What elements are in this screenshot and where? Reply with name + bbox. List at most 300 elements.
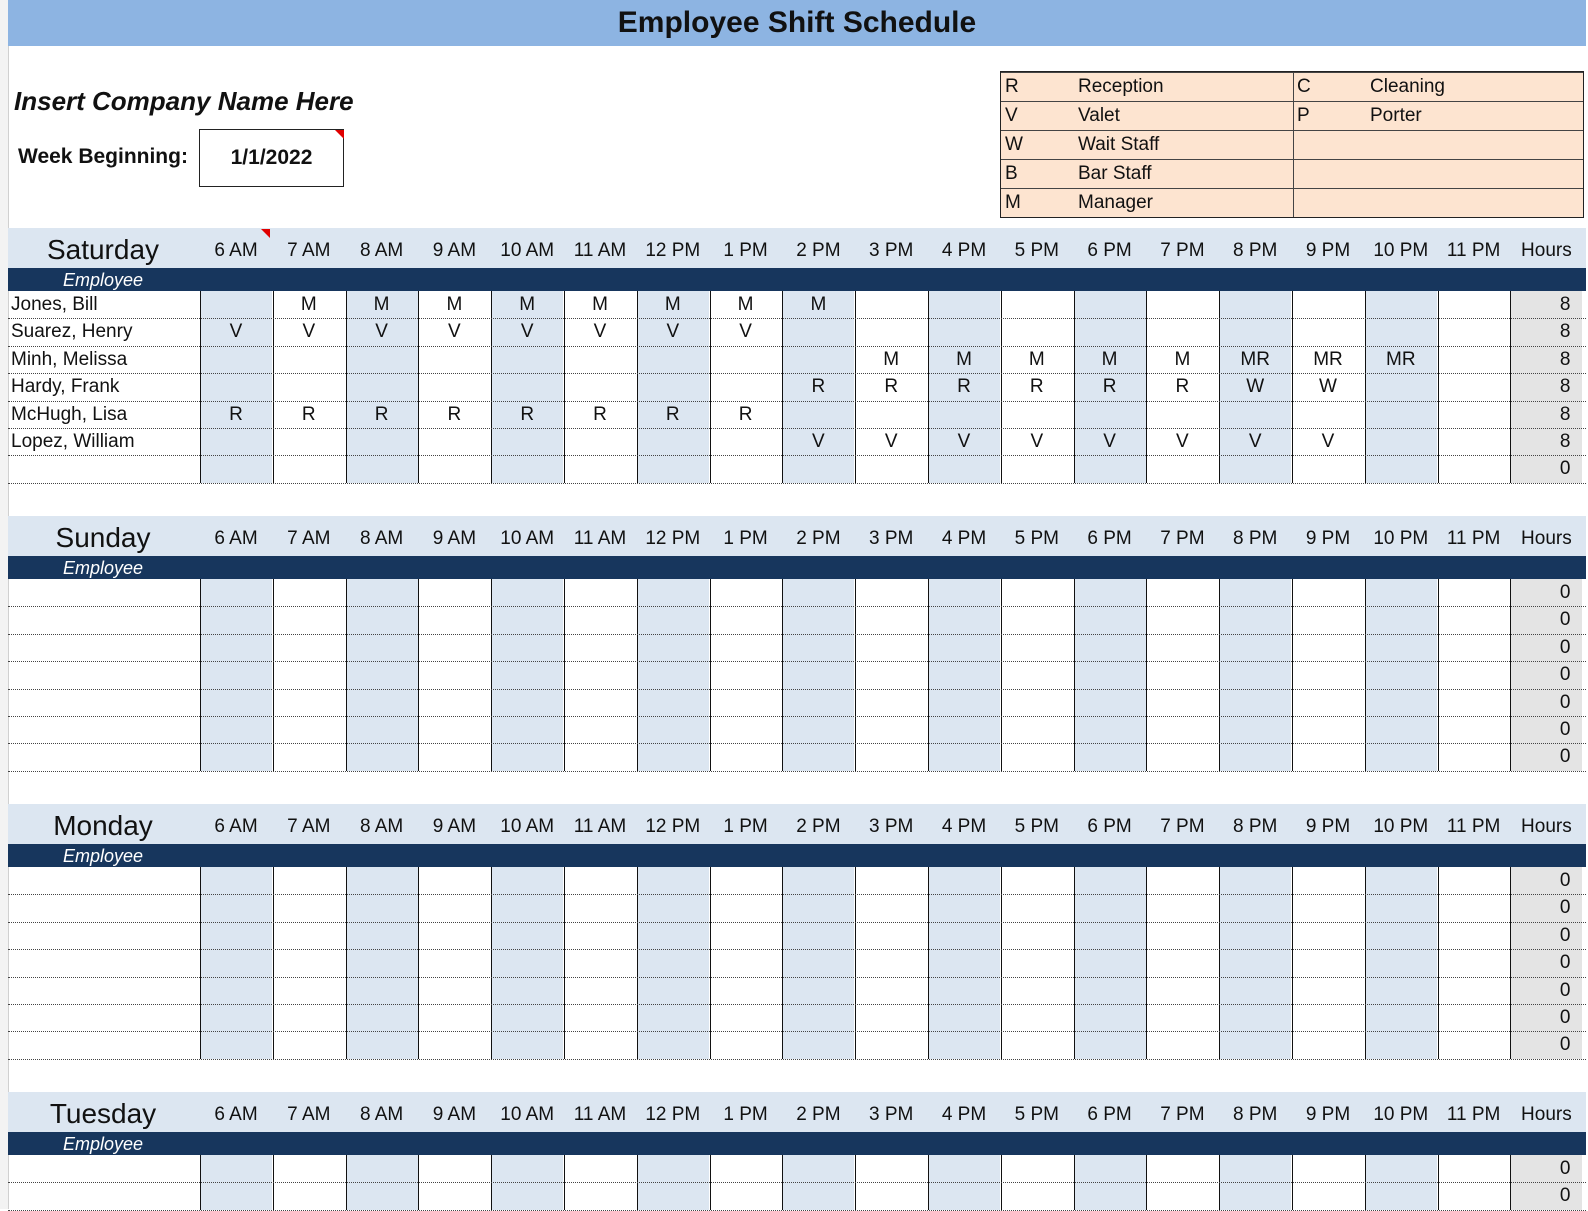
shift-cell[interactable] bbox=[1074, 609, 1146, 633]
shift-cell[interactable] bbox=[1074, 719, 1146, 743]
hour-header[interactable]: 7 PM bbox=[1160, 816, 1205, 837]
hours-total-cell[interactable]: 0 bbox=[1559, 1007, 1571, 1028]
shift-cell[interactable] bbox=[1074, 1007, 1146, 1031]
schedule-title[interactable]: Employee Shift Schedule bbox=[8, 0, 1586, 46]
shift-cell[interactable] bbox=[418, 692, 490, 716]
hour-header[interactable]: 11 PM bbox=[1446, 240, 1501, 261]
shift-cell[interactable] bbox=[1438, 582, 1510, 606]
shift-cell[interactable] bbox=[200, 870, 272, 894]
shift-cell[interactable] bbox=[928, 321, 1000, 345]
shift-cell[interactable] bbox=[1365, 1158, 1437, 1182]
shift-cell[interactable] bbox=[1074, 952, 1146, 976]
shift-cell[interactable] bbox=[710, 582, 782, 606]
hour-header[interactable]: 2 PM bbox=[796, 528, 841, 549]
hour-header[interactable]: 4 PM bbox=[941, 240, 987, 261]
shift-cell[interactable] bbox=[855, 609, 927, 633]
shift-cell[interactable] bbox=[1438, 952, 1510, 976]
shift-cell[interactable] bbox=[418, 980, 490, 1004]
legend-row[interactable] bbox=[1001, 72, 1583, 102]
shift-cell[interactable] bbox=[1219, 1007, 1291, 1031]
shift-cell[interactable] bbox=[346, 719, 418, 743]
shift-cell[interactable] bbox=[1001, 458, 1073, 482]
shift-cell[interactable] bbox=[564, 925, 636, 949]
shift-cell[interactable] bbox=[346, 349, 418, 373]
shift-cell[interactable] bbox=[710, 458, 782, 482]
shift-cell[interactable] bbox=[637, 897, 709, 921]
hours-total-cell[interactable]: 8 bbox=[1559, 348, 1571, 370]
shift-cell[interactable] bbox=[1438, 321, 1510, 345]
day-name[interactable]: Monday bbox=[53, 810, 153, 841]
hour-header[interactable]: 3 PM bbox=[869, 240, 914, 261]
shift-cell[interactable] bbox=[200, 664, 272, 688]
shift-cell[interactable] bbox=[491, 664, 563, 688]
hour-header[interactable]: 3 PM bbox=[869, 1104, 914, 1125]
shift-cell[interactable] bbox=[1146, 404, 1218, 428]
day-name[interactable]: Tuesday bbox=[49, 1098, 157, 1129]
shift-cell[interactable] bbox=[1074, 1185, 1146, 1209]
hours-total-cell[interactable]: 0 bbox=[1559, 636, 1571, 658]
shift-cell[interactable] bbox=[710, 1034, 782, 1058]
hour-header[interactable]: 7 PM bbox=[1160, 528, 1205, 549]
shift-cell[interactable] bbox=[418, 897, 490, 921]
shift-cell[interactable] bbox=[855, 637, 927, 661]
shift-cell[interactable] bbox=[782, 925, 854, 949]
shift-cell[interactable] bbox=[346, 1158, 418, 1182]
shift-cell[interactable] bbox=[1001, 692, 1073, 716]
hour-header[interactable]: 12 PM bbox=[645, 1104, 701, 1125]
shift-cell[interactable] bbox=[1365, 870, 1437, 894]
shift-cell[interactable] bbox=[782, 1185, 854, 1209]
hours-total-cell[interactable]: 0 bbox=[1559, 952, 1571, 974]
shift-cell[interactable] bbox=[1146, 637, 1218, 661]
shift-cell[interactable] bbox=[928, 1185, 1000, 1209]
hour-header[interactable]: 6 PM bbox=[1087, 240, 1132, 261]
hour-header[interactable]: 4 PM bbox=[941, 528, 987, 549]
employee-name-cell[interactable]: Minh, Melissa bbox=[11, 348, 128, 370]
shift-cell[interactable] bbox=[710, 719, 782, 743]
shift-cell[interactable] bbox=[491, 870, 563, 894]
shift-cell[interactable] bbox=[200, 294, 272, 318]
shift-cell[interactable] bbox=[1365, 719, 1437, 743]
shift-cell[interactable] bbox=[1219, 664, 1291, 688]
shift-cell[interactable] bbox=[1365, 897, 1437, 921]
shift-cell[interactable] bbox=[418, 431, 490, 455]
shift-cell[interactable] bbox=[564, 1007, 636, 1031]
shift-cell[interactable] bbox=[346, 664, 418, 688]
shift-cell[interactable] bbox=[418, 582, 490, 606]
shift-cell[interactable] bbox=[273, 664, 345, 688]
hour-header[interactable]: 10 AM bbox=[500, 240, 555, 261]
shift-cell[interactable] bbox=[200, 376, 272, 400]
shift-cell[interactable] bbox=[1146, 897, 1218, 921]
shift-cell[interactable] bbox=[1292, 1007, 1364, 1031]
shift-cell[interactable] bbox=[1074, 980, 1146, 1004]
shift-cell[interactable] bbox=[1292, 1185, 1364, 1209]
shift-cell[interactable] bbox=[1001, 746, 1073, 770]
shift-cell[interactable] bbox=[273, 1158, 345, 1182]
hour-header[interactable]: 10 AM bbox=[500, 1104, 555, 1125]
shift-cell[interactable] bbox=[1365, 609, 1437, 633]
shift-cell[interactable] bbox=[1074, 404, 1146, 428]
shift-cell[interactable] bbox=[1219, 321, 1291, 345]
hour-header[interactable]: 9 AM bbox=[432, 240, 477, 261]
shift-cell[interactable] bbox=[710, 1158, 782, 1182]
hour-header[interactable]: 3 PM bbox=[869, 816, 914, 837]
shift-cell[interactable] bbox=[1219, 582, 1291, 606]
shift-cell[interactable] bbox=[855, 664, 927, 688]
shift-cell[interactable]: M bbox=[664, 294, 681, 315]
shift-cell[interactable] bbox=[1001, 1158, 1073, 1182]
shift-cell[interactable]: M bbox=[373, 294, 390, 315]
shift-cell[interactable] bbox=[1219, 637, 1291, 661]
shift-cell[interactable] bbox=[1001, 321, 1073, 345]
shift-cell[interactable] bbox=[1292, 582, 1364, 606]
shift-cell[interactable] bbox=[418, 664, 490, 688]
shift-cell[interactable] bbox=[564, 458, 636, 482]
hour-header[interactable]: 10 PM bbox=[1373, 528, 1429, 549]
shift-cell[interactable] bbox=[782, 746, 854, 770]
shift-cell[interactable] bbox=[1219, 1158, 1291, 1182]
shift-cell[interactable] bbox=[346, 1034, 418, 1058]
shift-cell[interactable] bbox=[564, 582, 636, 606]
hour-header[interactable]: 8 AM bbox=[359, 528, 404, 549]
shift-cell[interactable] bbox=[1219, 294, 1291, 318]
hour-header[interactable]: 11 PM bbox=[1446, 1104, 1501, 1125]
hour-header[interactable]: 11 AM bbox=[573, 240, 627, 261]
shift-cell[interactable] bbox=[1365, 664, 1437, 688]
shift-cell[interactable] bbox=[710, 637, 782, 661]
shift-cell[interactable] bbox=[710, 1007, 782, 1031]
shift-cell[interactable] bbox=[782, 980, 854, 1004]
shift-cell[interactable] bbox=[491, 1158, 563, 1182]
employee-name-cell[interactable]: Suarez, Henry bbox=[11, 321, 133, 343]
shift-cell[interactable] bbox=[782, 458, 854, 482]
hours-total-cell[interactable]: 0 bbox=[1559, 1034, 1571, 1056]
day-name[interactable]: Saturday bbox=[46, 234, 160, 265]
employee-name-cell[interactable]: Hardy, Frank bbox=[11, 376, 120, 398]
shift-cell[interactable] bbox=[1365, 1185, 1437, 1209]
shift-cell[interactable] bbox=[855, 404, 927, 428]
shift-cell[interactable] bbox=[491, 376, 563, 400]
shift-cell[interactable] bbox=[1146, 980, 1218, 1004]
shift-cell[interactable] bbox=[637, 1158, 709, 1182]
shift-cell[interactable] bbox=[1292, 952, 1364, 976]
hour-header[interactable]: 1 PM bbox=[723, 528, 768, 549]
shift-cell[interactable] bbox=[1146, 719, 1218, 743]
shift-cell[interactable]: R bbox=[447, 403, 462, 425]
shift-cell[interactable] bbox=[782, 1007, 854, 1031]
hour-header[interactable]: 5 PM bbox=[1014, 1104, 1059, 1125]
shift-cell[interactable] bbox=[346, 582, 418, 606]
shift-cell[interactable] bbox=[491, 349, 563, 373]
shift-cell[interactable] bbox=[1219, 897, 1291, 921]
shift-cell[interactable]: M bbox=[810, 294, 827, 315]
shift-cell[interactable] bbox=[1438, 1007, 1510, 1031]
shift-cell[interactable] bbox=[200, 719, 272, 743]
shift-cell[interactable]: R bbox=[1102, 376, 1117, 398]
shift-cell[interactable]: M bbox=[956, 348, 972, 370]
shift-cell[interactable] bbox=[855, 1158, 927, 1182]
shift-cell[interactable] bbox=[637, 609, 709, 633]
hour-header[interactable]: 11 AM bbox=[573, 1104, 627, 1125]
shift-cell[interactable] bbox=[637, 664, 709, 688]
shift-cell[interactable] bbox=[1292, 458, 1364, 482]
shift-cell[interactable] bbox=[1365, 925, 1437, 949]
shift-cell[interactable] bbox=[1365, 746, 1437, 770]
shift-cell[interactable] bbox=[1438, 609, 1510, 633]
shift-cell[interactable] bbox=[564, 1185, 636, 1209]
shift-cell[interactable]: MR bbox=[1240, 348, 1270, 370]
hour-header[interactable]: 6 AM bbox=[214, 240, 258, 261]
shift-cell[interactable] bbox=[710, 746, 782, 770]
shift-cell[interactable] bbox=[1074, 664, 1146, 688]
shift-cell[interactable] bbox=[1292, 897, 1364, 921]
hour-header[interactable]: 8 PM bbox=[1233, 816, 1278, 837]
shift-cell[interactable] bbox=[928, 1007, 1000, 1031]
shift-cell[interactable] bbox=[491, 692, 563, 716]
shift-cell[interactable] bbox=[637, 925, 709, 949]
shift-cell[interactable] bbox=[855, 582, 927, 606]
shift-cell[interactable] bbox=[1074, 870, 1146, 894]
shift-cell[interactable] bbox=[418, 609, 490, 633]
shift-cell[interactable] bbox=[637, 870, 709, 894]
shift-cell[interactable] bbox=[710, 692, 782, 716]
hour-header[interactable]: 11 PM bbox=[1446, 528, 1501, 549]
shift-cell[interactable] bbox=[273, 870, 345, 894]
shift-cell[interactable] bbox=[1074, 637, 1146, 661]
hour-header[interactable]: 1 PM bbox=[723, 1104, 768, 1125]
shift-cell[interactable] bbox=[782, 349, 854, 373]
shift-cell[interactable] bbox=[418, 1034, 490, 1058]
shift-cell[interactable] bbox=[855, 870, 927, 894]
shift-cell[interactable] bbox=[491, 925, 563, 949]
hour-header[interactable]: 9 PM bbox=[1305, 816, 1351, 837]
shift-cell[interactable] bbox=[1219, 458, 1291, 482]
hour-header[interactable]: 11 AM bbox=[573, 528, 627, 549]
shift-cell[interactable] bbox=[637, 980, 709, 1004]
shift-cell[interactable]: V bbox=[520, 321, 534, 343]
shift-cell[interactable] bbox=[200, 980, 272, 1004]
hour-header[interactable]: 10 AM bbox=[500, 816, 555, 837]
hour-header[interactable]: 9 PM bbox=[1305, 240, 1351, 261]
hour-header[interactable]: 6 AM bbox=[214, 1104, 258, 1125]
hour-header[interactable]: 6 AM bbox=[214, 528, 258, 549]
hour-header[interactable]: 10 PM bbox=[1373, 816, 1429, 837]
hour-header[interactable]: 8 PM bbox=[1233, 528, 1278, 549]
shift-cell[interactable] bbox=[1146, 458, 1218, 482]
shift-cell[interactable] bbox=[928, 294, 1000, 318]
shift-cell[interactable] bbox=[710, 431, 782, 455]
shift-cell[interactable] bbox=[1365, 321, 1437, 345]
hour-header[interactable]: 4 PM bbox=[941, 1104, 987, 1125]
shift-cell[interactable] bbox=[1365, 637, 1437, 661]
shift-cell[interactable] bbox=[491, 431, 563, 455]
shift-cell[interactable] bbox=[855, 1007, 927, 1031]
shift-cell[interactable] bbox=[346, 637, 418, 661]
shift-cell[interactable]: M bbox=[519, 294, 536, 315]
shift-cell[interactable] bbox=[637, 458, 709, 482]
shift-cell[interactable] bbox=[1146, 1007, 1218, 1031]
shift-cell[interactable] bbox=[273, 1185, 345, 1209]
hours-total-cell[interactable]: 8 bbox=[1559, 376, 1571, 398]
shift-cell[interactable] bbox=[346, 609, 418, 633]
shift-cell[interactable] bbox=[418, 1185, 490, 1209]
hour-header[interactable]: 5 PM bbox=[1014, 240, 1059, 261]
shift-cell[interactable] bbox=[273, 458, 345, 482]
hour-header[interactable]: 7 AM bbox=[287, 816, 331, 837]
comment-indicator-icon[interactable] bbox=[335, 130, 344, 139]
shift-cell[interactable] bbox=[782, 1158, 854, 1182]
employee-column-label[interactable]: Employee bbox=[62, 846, 144, 866]
legend-row[interactable] bbox=[1001, 188, 1583, 218]
shift-cell[interactable] bbox=[928, 925, 1000, 949]
shift-cell[interactable]: V bbox=[1248, 431, 1262, 452]
shift-cell[interactable] bbox=[710, 1185, 782, 1209]
shift-cell[interactable] bbox=[928, 609, 1000, 633]
shift-cell[interactable] bbox=[491, 637, 563, 661]
hour-header[interactable]: 2 PM bbox=[796, 816, 841, 837]
shift-cell[interactable] bbox=[928, 404, 1000, 428]
hour-header[interactable]: 9 PM bbox=[1305, 1104, 1351, 1125]
shift-cell[interactable] bbox=[273, 980, 345, 1004]
shift-cell[interactable] bbox=[564, 897, 636, 921]
shift-cell[interactable] bbox=[1438, 980, 1510, 1004]
company-name[interactable]: Insert Company Name Here bbox=[14, 86, 354, 116]
shift-cell[interactable] bbox=[855, 1034, 927, 1058]
shift-cell[interactable] bbox=[418, 870, 490, 894]
shift-cell[interactable] bbox=[273, 376, 345, 400]
shift-cell[interactable]: V bbox=[302, 321, 316, 343]
shift-cell[interactable] bbox=[637, 1034, 709, 1058]
shift-cell[interactable]: R bbox=[957, 376, 971, 398]
shift-cell[interactable] bbox=[1365, 431, 1437, 455]
shift-cell[interactable] bbox=[564, 719, 636, 743]
shift-cell[interactable] bbox=[564, 376, 636, 400]
hour-header[interactable]: 4 PM bbox=[941, 816, 987, 837]
hour-header[interactable]: 9 AM bbox=[432, 816, 477, 837]
hours-total-cell[interactable]: 0 bbox=[1559, 1158, 1571, 1179]
shift-cell[interactable] bbox=[1438, 458, 1510, 482]
shift-cell[interactable] bbox=[1292, 746, 1364, 770]
shift-cell[interactable] bbox=[346, 1007, 418, 1031]
shift-cell[interactable] bbox=[1438, 664, 1510, 688]
shift-cell[interactable] bbox=[1365, 294, 1437, 318]
shift-cell[interactable]: M bbox=[300, 294, 317, 315]
shift-cell[interactable] bbox=[346, 952, 418, 976]
hour-header[interactable]: 7 AM bbox=[287, 528, 331, 549]
shift-cell[interactable] bbox=[782, 637, 854, 661]
hour-header[interactable]: 6 PM bbox=[1087, 816, 1132, 837]
hour-header[interactable]: 11 AM bbox=[573, 816, 627, 837]
hour-header[interactable]: 1 PM bbox=[723, 240, 768, 261]
shift-cell[interactable]: M bbox=[446, 294, 463, 315]
shift-cell[interactable] bbox=[346, 980, 418, 1004]
shift-cell[interactable]: M bbox=[883, 348, 900, 370]
shift-cell[interactable] bbox=[200, 952, 272, 976]
hour-header[interactable]: 7 PM bbox=[1160, 240, 1205, 261]
shift-cell[interactable] bbox=[418, 637, 490, 661]
shift-cell[interactable] bbox=[1074, 692, 1146, 716]
shift-cell[interactable] bbox=[200, 609, 272, 633]
hours-total-cell[interactable]: 0 bbox=[1559, 870, 1571, 891]
shift-cell[interactable] bbox=[1438, 637, 1510, 661]
shift-cell[interactable]: R bbox=[374, 403, 389, 425]
shift-cell[interactable] bbox=[855, 980, 927, 1004]
employee-name-cell[interactable]: Lopez, William bbox=[11, 431, 135, 452]
hours-total-cell[interactable]: 0 bbox=[1559, 897, 1571, 919]
shift-cell[interactable] bbox=[1292, 1158, 1364, 1182]
shift-cell[interactable] bbox=[564, 664, 636, 688]
shift-cell[interactable] bbox=[1292, 321, 1364, 345]
shift-cell[interactable] bbox=[637, 637, 709, 661]
shift-cell[interactable] bbox=[1219, 980, 1291, 1004]
shift-cell[interactable] bbox=[710, 349, 782, 373]
shift-cell[interactable] bbox=[491, 980, 563, 1004]
shift-cell[interactable] bbox=[782, 897, 854, 921]
shift-cell[interactable] bbox=[855, 458, 927, 482]
hour-header[interactable]: 10 AM bbox=[500, 528, 555, 549]
shift-cell[interactable] bbox=[1292, 404, 1364, 428]
shift-cell[interactable] bbox=[1438, 376, 1510, 400]
shift-cell[interactable] bbox=[782, 692, 854, 716]
shift-cell[interactable] bbox=[346, 458, 418, 482]
shift-cell[interactable] bbox=[200, 637, 272, 661]
shift-cell[interactable]: R bbox=[1029, 376, 1044, 398]
shift-cell[interactable] bbox=[1219, 925, 1291, 949]
hour-header[interactable]: 1 PM bbox=[723, 816, 768, 837]
employee-name-cell[interactable]: McHugh, Lisa bbox=[11, 403, 128, 425]
shift-cell[interactable] bbox=[200, 349, 272, 373]
hours-total-header[interactable]: Hours bbox=[1521, 816, 1572, 837]
shift-cell[interactable] bbox=[1001, 1007, 1073, 1031]
shift-cell[interactable] bbox=[782, 321, 854, 345]
shift-cell[interactable] bbox=[1001, 952, 1073, 976]
shift-cell[interactable] bbox=[1438, 719, 1510, 743]
shift-cell[interactable] bbox=[491, 609, 563, 633]
shift-cell[interactable] bbox=[637, 1185, 709, 1209]
employee-column-label[interactable]: Employee bbox=[62, 1134, 144, 1154]
hours-total-cell[interactable]: 0 bbox=[1559, 691, 1571, 713]
shift-cell[interactable]: V bbox=[229, 321, 243, 343]
shift-cell[interactable] bbox=[564, 609, 636, 633]
shift-cell[interactable] bbox=[564, 1034, 636, 1058]
shift-cell[interactable] bbox=[855, 952, 927, 976]
shift-cell[interactable] bbox=[418, 349, 490, 373]
shift-cell[interactable] bbox=[1001, 582, 1073, 606]
shift-cell[interactable] bbox=[1001, 294, 1073, 318]
shift-cell[interactable] bbox=[1146, 321, 1218, 345]
shift-cell[interactable] bbox=[782, 609, 854, 633]
shift-cell[interactable] bbox=[1438, 404, 1510, 428]
shift-cell[interactable] bbox=[1292, 925, 1364, 949]
hours-total-cell[interactable]: 0 bbox=[1559, 664, 1571, 686]
hours-total-cell[interactable]: 0 bbox=[1559, 609, 1571, 631]
shift-cell[interactable] bbox=[564, 980, 636, 1004]
shift-cell[interactable] bbox=[782, 404, 854, 428]
shift-cell[interactable] bbox=[928, 637, 1000, 661]
shift-cell[interactable] bbox=[1438, 925, 1510, 949]
shift-cell[interactable] bbox=[564, 746, 636, 770]
hour-header[interactable]: 9 PM bbox=[1305, 528, 1351, 549]
hour-header[interactable]: 7 AM bbox=[287, 1104, 331, 1125]
legend-row[interactable] bbox=[1001, 159, 1583, 189]
shift-cell[interactable] bbox=[1146, 609, 1218, 633]
shift-cell[interactable] bbox=[1219, 870, 1291, 894]
shift-cell[interactable]: R bbox=[1175, 376, 1190, 398]
shift-cell[interactable] bbox=[273, 609, 345, 633]
shift-cell[interactable] bbox=[1219, 952, 1291, 976]
shift-cell[interactable] bbox=[418, 376, 490, 400]
